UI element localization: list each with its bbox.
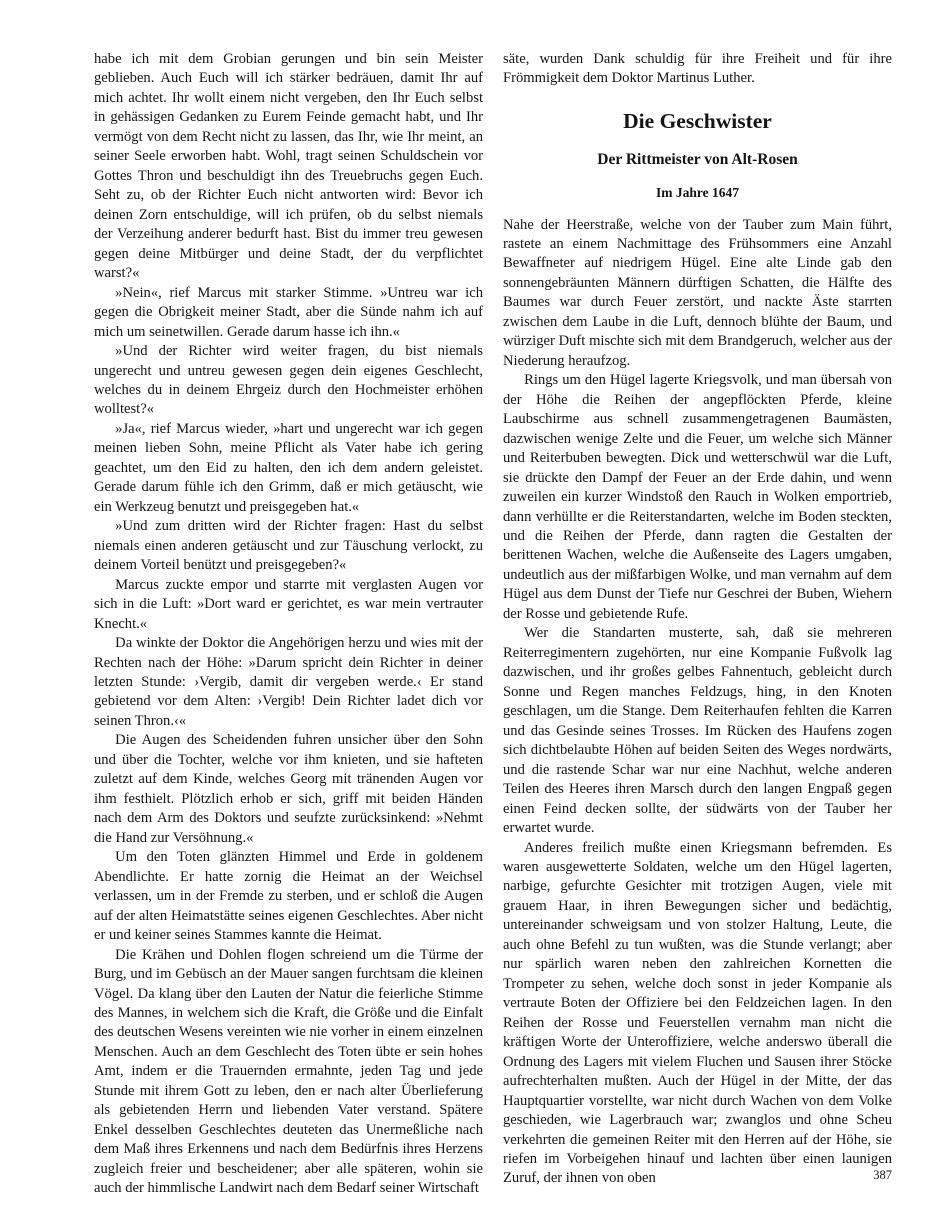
paragraph: Um den Toten glänzten Himmel und Erde in goldenem Abendlichte. Er hatte zornig die Heimat an der Weichsel verlassen, um in der Fremde zu sterben, und er schloß die Augen auf der alten Heimatstätte seines eigenen Geschlechtes. Aber nicht er und keiner seines Stammes kannte die Heimat. [94, 849, 483, 944]
right-column [503, 50, 892, 1199]
paragraph: Die Augen des Scheidenden fuhren unsicher über den Sohn und über die Tochter, welche vor ihm knieten, und sie hafteten zuletzt auf dem Kinde, welches Georg mit tränenden Augen vor ihm festhielt. Plötzlich erhob er sich, griff mit beiden Händen nach dem Arm des Doktors und seufzte zurücksinkend: »Nehmt die Hand zur Versöhnung.« [94, 732, 483, 846]
paragraph: Die Krähen und Dohlen flogen schreiend um die Türme der Burg, und im Gebüsch an der Mauer sangen furchtsam die kleinen Vögel. Da klang über den Lauten der Natur die feierliche Stimme des Mannes, in welchem sich die Kraft, die Größe und die Einfalt des deutschen Wesens vereinten wie nie vorher in einem einzelnen Menschen. Auch an dem Geschlecht des Toten übte er sein hohes Amt, indem er die Trauernden ermahnte, jeden Tag und jede Stunde mit ihrem Gott zu leben, den er nach alter Überlieferung als gebietenden Herrn und liebenden Vater verstand. Spätere Enkel desselben Geschlechtes deuteten das Unermeßliche nach dem Maß ihres Erkennens und nach dem Bedürfnis ihres Herzens zugleich freier und bescheidener; aber alle späteren, wohin sie auch der himmlische Landwirt nach dem Bedarf seiner Wirtschaft [94, 946, 483, 1197]
paragraph: Rings um den Hügel lagerte Kriegsvolk, und man übersah von der Höhe die Reihen der angepflöckten Pferde, kleine Laubschirme aus schnell zusammengetragenen Baumästen, dazwischen wenige Zelte und die Feuer, um welche sich Männer und Reiterbuben bewegten. Dick und wetterschwül war die Luft, sie drückte den Dampf der Feuer an der Erde dahin, und wenn zuweilen ein kurzer Windstoß den Rauch in Wolken emportrieb, dann verhüllte er die Reiterstandarten, welche im Boden steckten, und die Reihen der Pferde, dann ragten die Gestalten der berittenen Wachen, welche die Außenseite des Lagers umgaben, undeutlich aus der mißfarbigen Wolke, und man vernahm auf dem Hügel aus dem Dunst der Tiefe nur Geschrei der Buben, Wiehern der Rosse und gebietende Rufe. [503, 372, 892, 622]
paragraph: »Und der Richter wird weiter fragen, du bist niemals ungerecht und untreu gewesen gegen dein eigenes Geschlecht, welches du in deinem Ehrgeiz durch den Hochmeister erhöhen wolltest?« [94, 343, 483, 418]
paragraph: Anderes freilich mußte einen Kriegsmann befremden. Es waren ausgewetterte Soldaten, welche um den Hügel lagerten, narbige, gefurchte Gesichter mit trotzigen Augen, viele mit grauem Haar, in ihren Bewegungen sicher und bedächtig, untereinander schweigsam und von stolzer Haltung, Leute, die auch ohne Befehl zu tun wußten, was die Stunde verlangt; aber nur spärlich waren neben den zahlreichen Kornetten die Trompeter zu sehen, welche doch sonst in jeder Kompanie als vertraute Boten der Offiziere bei den Feldzeichen lagen. In den Reihen der Rosse und Feuerstellen vernahm man nicht die kräftigen Worte der Unteroffiziere, welche anderswo überall die Ordnung des Lagers mit vielem Fluchen und Sausen ihrer Stöcke aufrechterhalten mußten. Auch der Hügel in der Mitte, der das Hauptquartier vorstellte, war nicht durch Wachen von dem Volke geschieden, wie Lagerbrauch war; zwanglos und ohne Scheu verkehrten die gemeinen Reiter mit den Herren auf der Höhe, sie riefen im Vorbeigehen hinauf und lachten über einen launigen Zuruf, der ihnen von oben [503, 839, 892, 1187]
paragraph: Wer die Standarten musterte, sah, daß sie mehreren Reiterregimentern zugehörten, nur eine Kompanie Fußvolk lag dazwischen, und ihr großes gelbes Fahnentuch, gebleicht durch Sonne und Regen manches Feldzugs, hing, in den Knoten geschlagen, um die Stange. Dem Reiterhaufen fehlten die Karren und das Gesinde seines Trosses. Im Rücken des Haufens zogen sich dichtbelaubte Höhen auf beiden Seiten des Weges nordwärts, und die rastende Schar war nur eine Nachhut, welche anderen Teilen des Heeres ihren Marsch durch den langen Engpaß gegen einen Feind decken sollte, der südwärts von der Tauber her erwartet wurde. [503, 625, 892, 837]
paragraph: »Ja«, rief Marcus wieder, »hart und ungerecht war ich gegen meinen lieben Sohn, meine Pflicht als Vater habe ich gering geachtet, um den Eid zu halten, den ich dem andern geleistet. Gerade darum fühle ich den Grimm, daß er mich getäuscht, wie ein Werkzeug benutzt und preisgegeben hat.« [94, 420, 483, 515]
section-subtitle: Der Rittmeister von Alt-Rosen [597, 150, 798, 168]
book-page [94, 50, 892, 1199]
two-column-text [94, 50, 892, 1199]
page-number: 387 [873, 1168, 892, 1182]
paragraph: Marcus zuckte empor und starrte mit verglasten Augen vor sich in die Luft: »Dort ward er gerichtet, es war mein vertrauter Knecht.« [94, 576, 483, 632]
paragraph: habe ich mit dem Grobian gerungen und bin sein Meister geblieben. Auch Euch will ich stärker bedräuen, damit Ihr auf mich achtet. Ihr wollt einem nicht vergeben, den Ihr Euch selbst in gehässigen Gedanken zu Eurem Feinde gemacht habt, und Ihr vermögt von dem Recht nicht zu lassen, das Ihr, wie Ihr meint, an seiner Seele erworben habt. Wohl, tragt seinen Schuldschein vor Gottes Thron und beschuldigt ihn des Treuebruchs gegen Euch. Seht zu, ob der Richter Euch nicht antworten wird: Bevor ich deinen Zorn entschuldige, will ich prüfen, ob du selbst niemals der Verzeihung anderer bedurft hast. Bist du immer treu gewesen gegen deine Mitbürger und deine Stadt, der du verpflichtet warst?« [94, 51, 483, 282]
paragraph: Da winkte der Doktor die Angehörigen herzu und wies mit der Rechten nach der Höhe: »Darum spricht dein Richter in deiner letzten Stunde: ›Vergib, damit dir vergeben werde.‹ Er stand gebietend vor dem Alten: ›Vergib! Dein Richter ladet dich vor seinen Thron.‹« [94, 635, 483, 729]
chapter-title: Die Geschwister [623, 108, 772, 133]
paragraph: Nahe der Heerstraße, welche von der Tauber zum Main führt, rastete an einem Nachmittage des Frühsommers eine Anzahl Bewaffneter auf niedrigem Hügel. Eine alte Linde gab den sonnengebräunten Männern dürftigen Schatten, die Hälfte des Baumes war durch Feuer zerstört, und nackte Äste starrten zwischen dem Laube in die Luft, dennoch blühte der Baum, und würziger Duft mischte sich mit dem Brandgeruch, welcher aus der Niederung heraufzog. [503, 216, 892, 369]
paragraph: säte, wurden Dank schuldig für ihre Freiheit und für ihre Frömmigkeit dem Doktor Martinus Luther. [503, 51, 892, 87]
date-heading: Im Jahre 1647 [656, 185, 739, 201]
left-column [94, 50, 483, 1199]
paragraph: »Und zum dritten wird der Richter fragen: Hast du selbst niemals einen anderen getäuscht und zur Täuschung verlockt, zu deinem Vorteil benützt und preisgegeben?« [94, 518, 483, 574]
paragraph: »Nein«, rief Marcus mit starker Stimme. »Untreu war ich gegen die Obrigkeit meiner Stadt, aber die Sünde nahm ich auf mich um seinetwillen. Gerade darum hasse ich ihn.« [94, 284, 483, 340]
